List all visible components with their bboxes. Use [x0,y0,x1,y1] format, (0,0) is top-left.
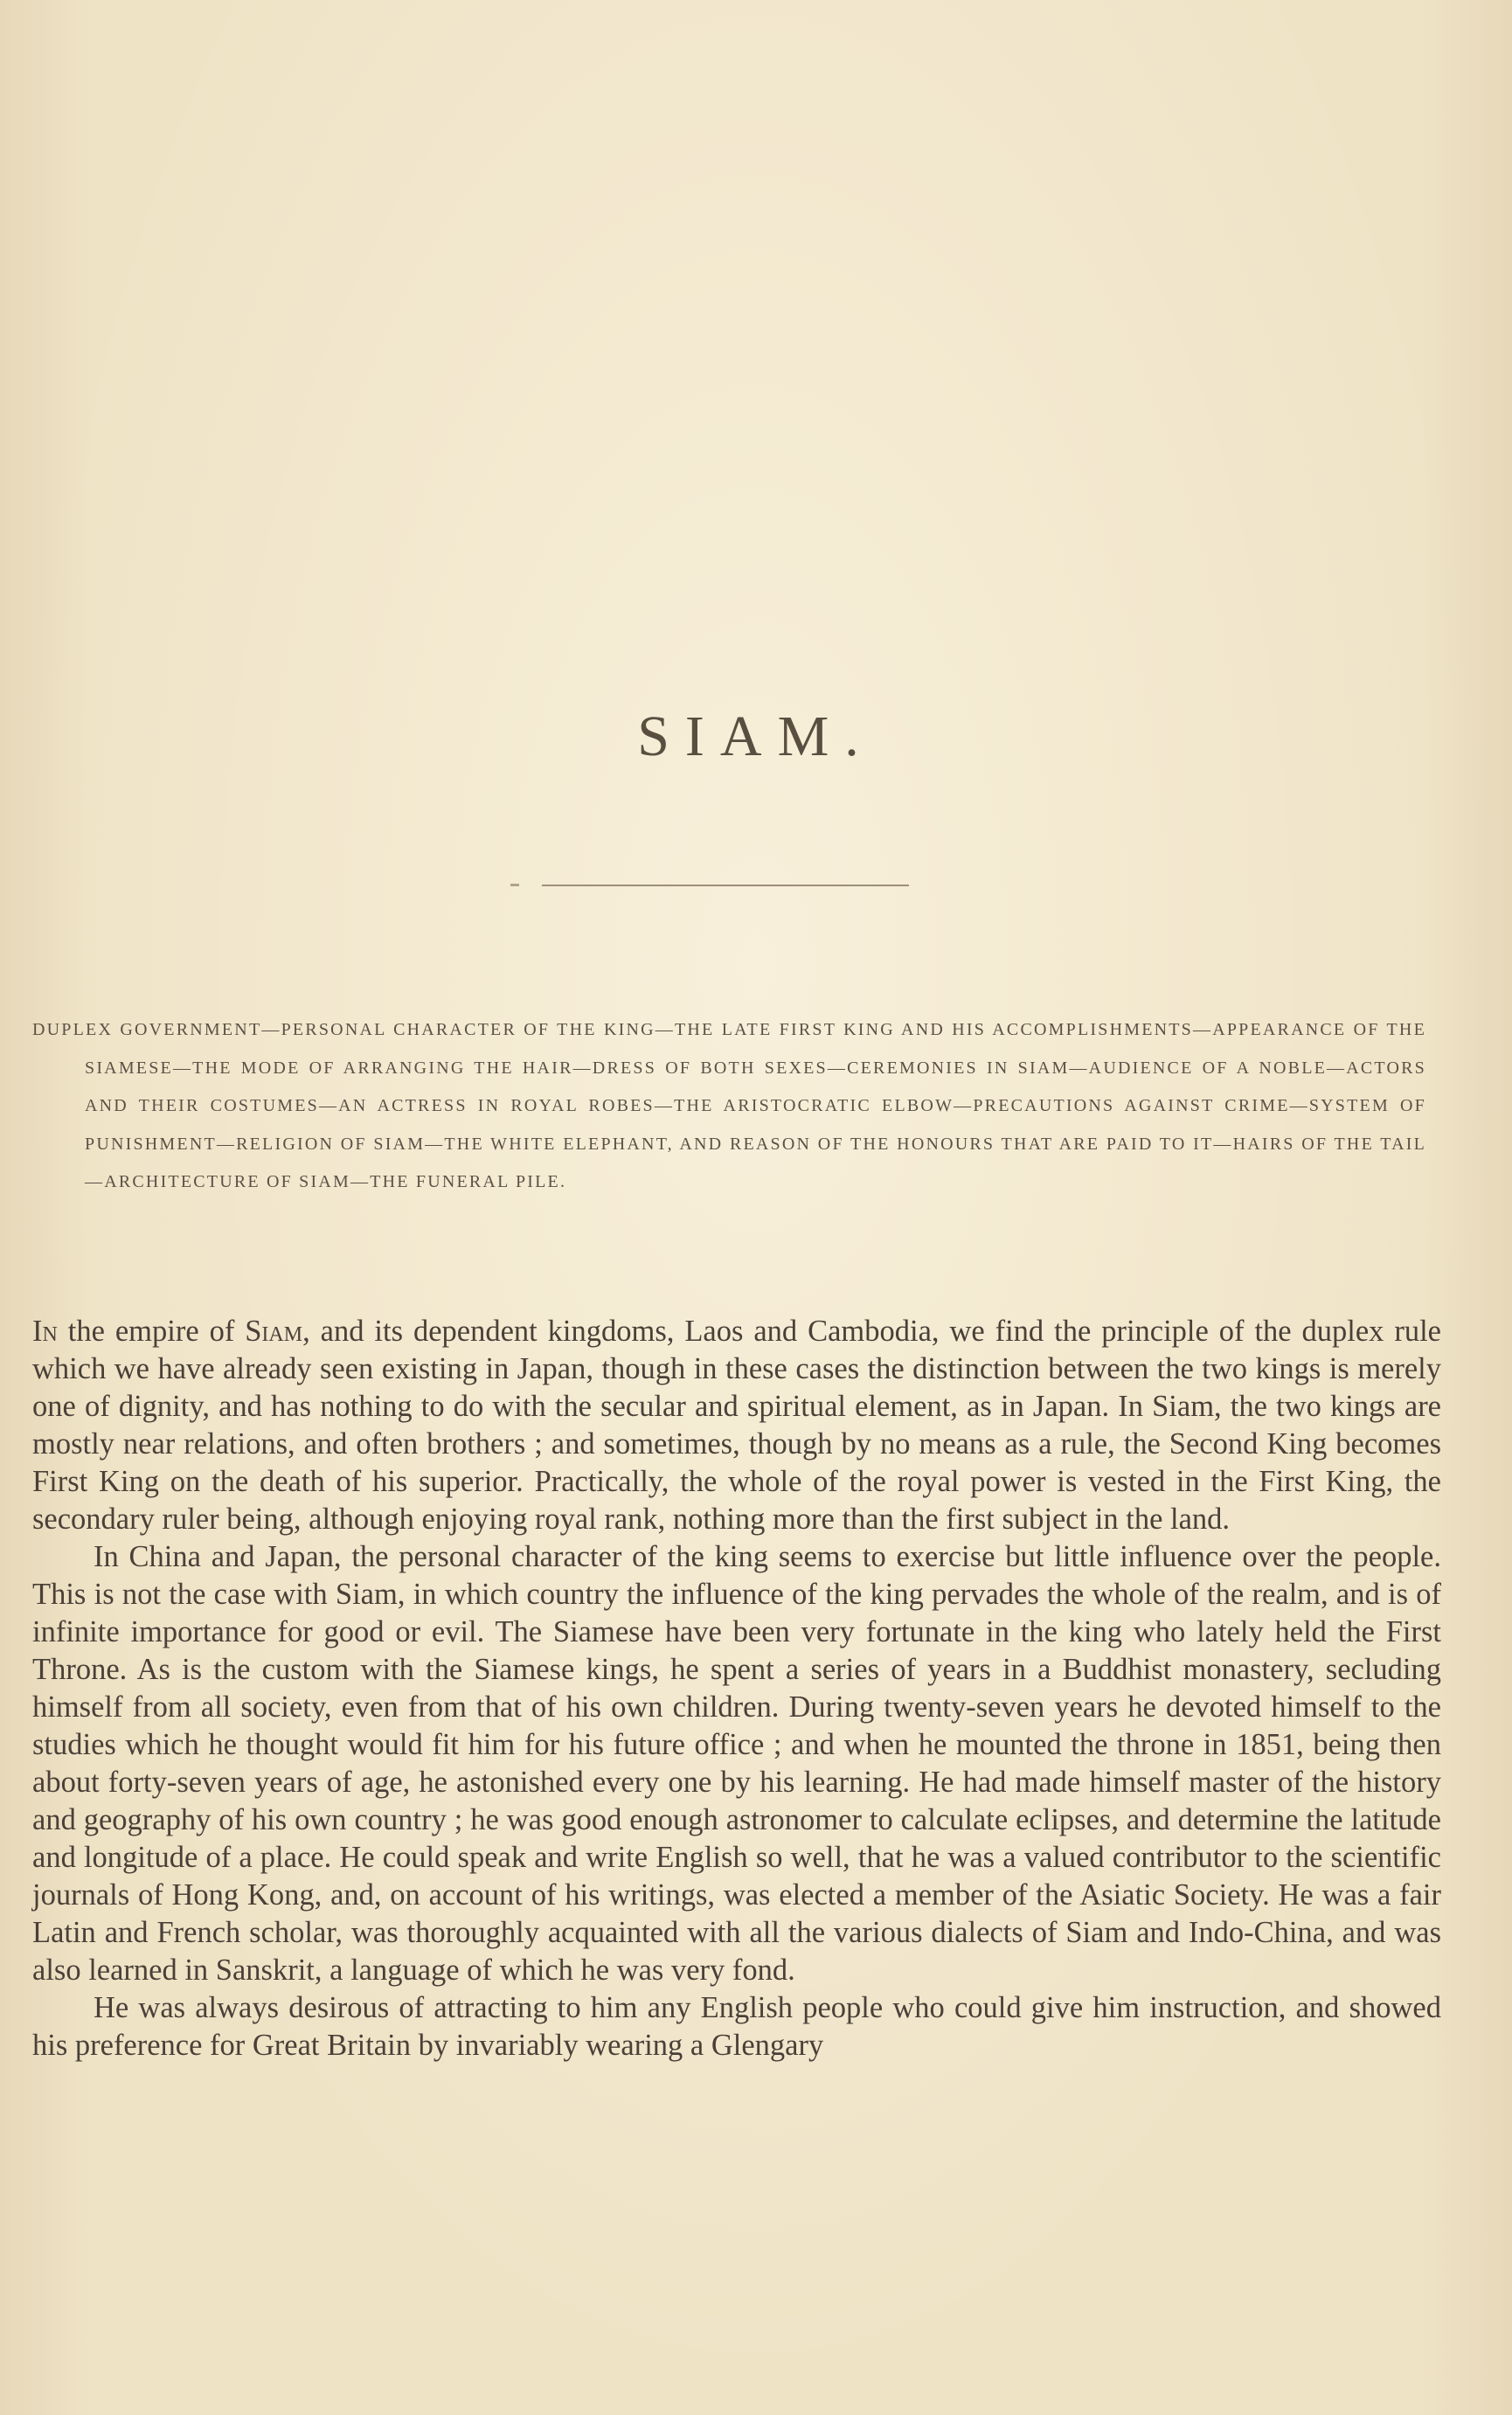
paragraph-1-lead: In [32,1315,58,1348]
chapter-summary-text: DUPLEX GOVERNMENT—PERSONAL CHARACTER OF THE KING—THE LATE FIRST KING AND HIS ACCOMPLISHMENTS—APPEARANCE OF THE SIAMESE—THE MODE OF ARRANGING THE HAIR—DRESS OF BOTH SEXES—CEREMONIES IN SIAM—AUDIENCE OF A NOBLE—ACTORS AND THEIR COSTUMES—AN ACTRESS IN ROYAL ROBES—THE ARISTOCRATIC ELBOW—PRECAUTIONS AGAINST CRIME—SYSTEM OF PUNISHMENT—RELIGION OF SIAM—THE WHITE ELEPHANT, AND REASON OF THE HONOURS THAT ARE PAID TO IT—HAIRS OF THE TAIL—ARCHITECTURE OF SIAM—THE FUNERAL PILE. [32,1020,1426,1191]
rule-ornament [510,884,519,886]
paragraph-2: In China and Japan, the personal character of the king seems to exercise but little influence over the people. This is not the case with Siam, in which country the influence of the king pervades the whole of the realm, and is of infinite importance for good or evil. The Siamese have been very fortunate in the king who lately held the First Throne. As is the custom with the Siamese kings, he spent a series of years in a Buddhist monastery, secluding himself from all society, even from that of his own children. During twenty-seven years he devoted himself to the studies which he thought would fit him for his future office ; and when he mounted the throne in 1851, being then about forty-seven years of age, he astonished every one by his learning. He had made himself master of the history and geography of his own country ; he was good enough astronomer to calculate eclipses, and determine the latitude and longitude of a place. He could speak and write English so well, that he was a valued contributor to the scientific journals of Hong Kong, and, on account of his writings, was elected a member of the Asiatic Society. He was a fair Latin and French scholar, was thoroughly acquainted with all the various dialects of Siam and Indo-China, and was also learned in Sanskrit, a language of which he was very fond. [32,1540,1441,1987]
chapter-title: SIAM. [637,704,875,768]
paragraph-1-siam: Siam [245,1315,303,1348]
paragraph-1-text-a: the empire of [57,1315,246,1348]
paragraph-3: He was always desirous of attracting to him any English people who could give him instruction, and showed his preference for Great Britain by invariably wearing a Glengary [32,1991,1441,2062]
title-rule [542,885,909,886]
paragraph-1-text-b: , and its dependent kingdoms, Laos and Cambodia, we find the principle of the duplex rule which we have already seen existing in Japan, though in these cases the distinction between the two kings is merely one of dignity, and has nothing to do with the secular and spiritual element, as in Japan. In Siam, the two kings are mostly near relations, and often brothers ; and sometimes, though by no means as a rule, the Second King becomes First King on the death of his superior. Practically, the whole of the royal power is vested in the First King, the secondary ruler being, although enjoying royal rank, nothing more than the first subject in the land. [32,1315,1441,1536]
paragraph-1 [32,1313,1441,1538]
chapter-summary [32,1011,1426,1202]
chapter-body [32,1313,1441,2065]
